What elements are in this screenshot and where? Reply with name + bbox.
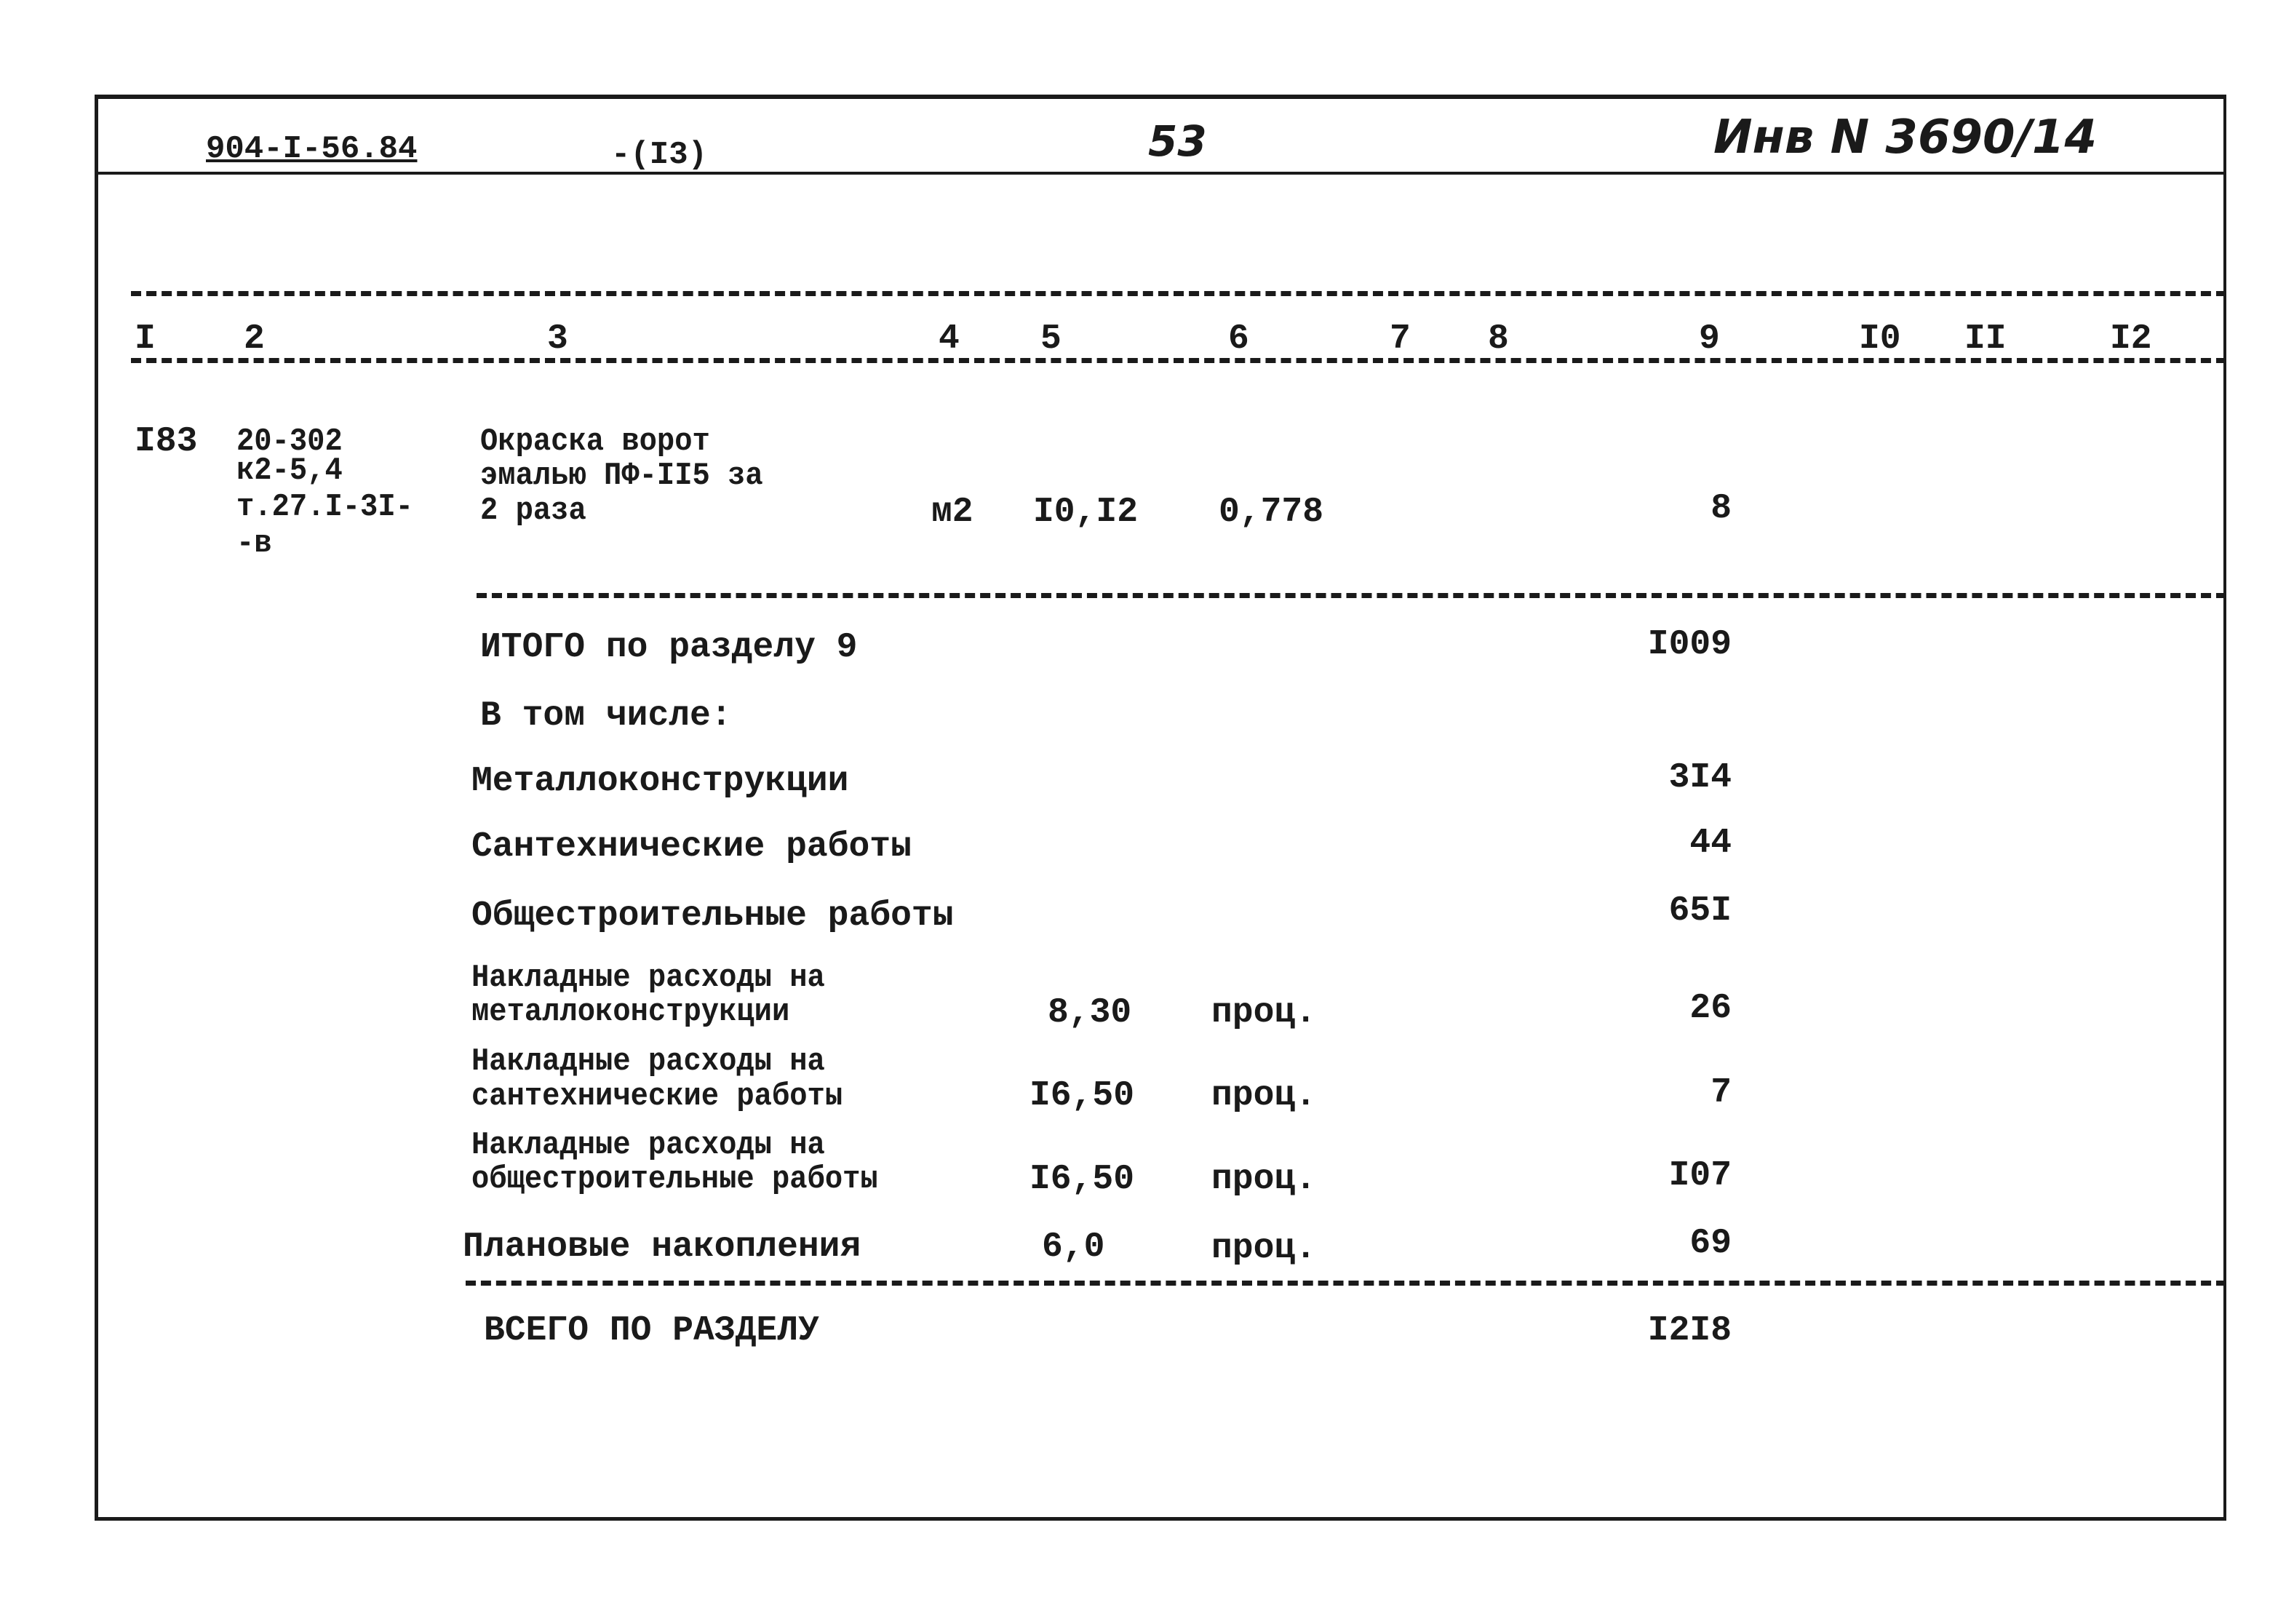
overhead-rate: I6,50: [1029, 1076, 1135, 1115]
entry-description-line: Окраска ворот: [480, 423, 710, 460]
column-rule-top: [131, 291, 2226, 296]
column-number: 6: [1228, 319, 1249, 359]
itogo-label: ИТОГО по разделу 9: [480, 628, 858, 667]
sheet-code: -(I3): [611, 137, 708, 173]
overhead-label-line: Накладные расходы на: [471, 1043, 825, 1080]
column-number: II: [1964, 319, 2007, 359]
planned-label: Плановые накопления: [463, 1227, 861, 1267]
summary-item-value: 3I4: [1668, 758, 1732, 797]
overhead-label-line: сантехнические работы: [471, 1078, 843, 1115]
total-rule: [466, 1281, 2226, 1286]
summary-item-label: Металлоконструкции: [471, 762, 849, 801]
column-number: 4: [939, 319, 960, 359]
overhead-unit: проц.: [1211, 1160, 1317, 1199]
column-number: 8: [1488, 319, 1509, 359]
entry-total: 8: [1710, 489, 1732, 528]
overhead-value: I07: [1668, 1156, 1732, 1195]
summary-item-label: Общестроительные работы: [471, 896, 954, 936]
overhead-label-line: Накладные расходы на: [471, 1127, 825, 1163]
summary-item-label: Сантехнические работы: [471, 827, 912, 867]
column-number: 9: [1699, 319, 1720, 359]
inventory-number: Инв N 3690/14: [1713, 111, 2097, 164]
entry-unit: м2: [931, 493, 973, 532]
column-number: 2: [244, 319, 265, 359]
column-rule-bottom: [131, 358, 2226, 363]
summary-item-value: 65I: [1668, 891, 1732, 931]
column-number: I: [135, 319, 156, 359]
planned-unit: проц.: [1211, 1229, 1317, 1268]
overhead-label-line: Накладные расходы на: [471, 960, 825, 996]
planned-value: 69: [1689, 1224, 1732, 1263]
summary-item-value: 44: [1689, 824, 1732, 863]
overhead-unit: проц.: [1211, 993, 1317, 1032]
overhead-rate: I6,50: [1029, 1160, 1135, 1199]
planned-rate: 6,0: [1042, 1227, 1105, 1267]
entry-description-line: 2 раза: [480, 493, 586, 529]
column-number: 7: [1390, 319, 1411, 359]
overhead-label-line: общестроительные работы: [471, 1161, 878, 1198]
overhead-value: 7: [1710, 1073, 1732, 1112]
entry-code-line: 20-302: [236, 423, 343, 460]
column-number: 5: [1040, 319, 1062, 359]
entry-code-line: т.27.I-3I-: [236, 489, 413, 525]
entry-code-line: к2-5,4: [236, 453, 343, 489]
summary-rule-top: [477, 593, 2226, 598]
including-label: В том числе:: [480, 696, 732, 736]
overhead-unit: проц.: [1211, 1076, 1317, 1115]
column-number: I0: [1859, 319, 1901, 359]
total-value: I2I8: [1647, 1311, 1732, 1350]
page-number: 53: [1148, 116, 1207, 166]
overhead-value: 26: [1689, 989, 1732, 1028]
entry-description-line: эмалью ПФ-II5 за: [480, 458, 763, 494]
itogo-value: I009: [1647, 625, 1732, 664]
total-label: ВСЕГО ПО РАЗДЕЛУ: [484, 1311, 819, 1350]
entry-number: I83: [135, 422, 198, 461]
column-number: 3: [547, 319, 568, 359]
header-rule: [98, 172, 2226, 175]
page-frame: [95, 95, 2226, 1521]
column-number: I2: [2110, 319, 2152, 359]
overhead-rate: 8,30: [1048, 993, 1132, 1032]
overhead-label-line: металлоконструкции: [471, 994, 790, 1030]
entry-code-line: -в: [236, 525, 272, 562]
doc-code: 904-I-56.84: [206, 131, 418, 167]
entry-unit-price: 0,778: [1219, 493, 1324, 532]
entry-quantity: I0,I2: [1033, 493, 1139, 532]
